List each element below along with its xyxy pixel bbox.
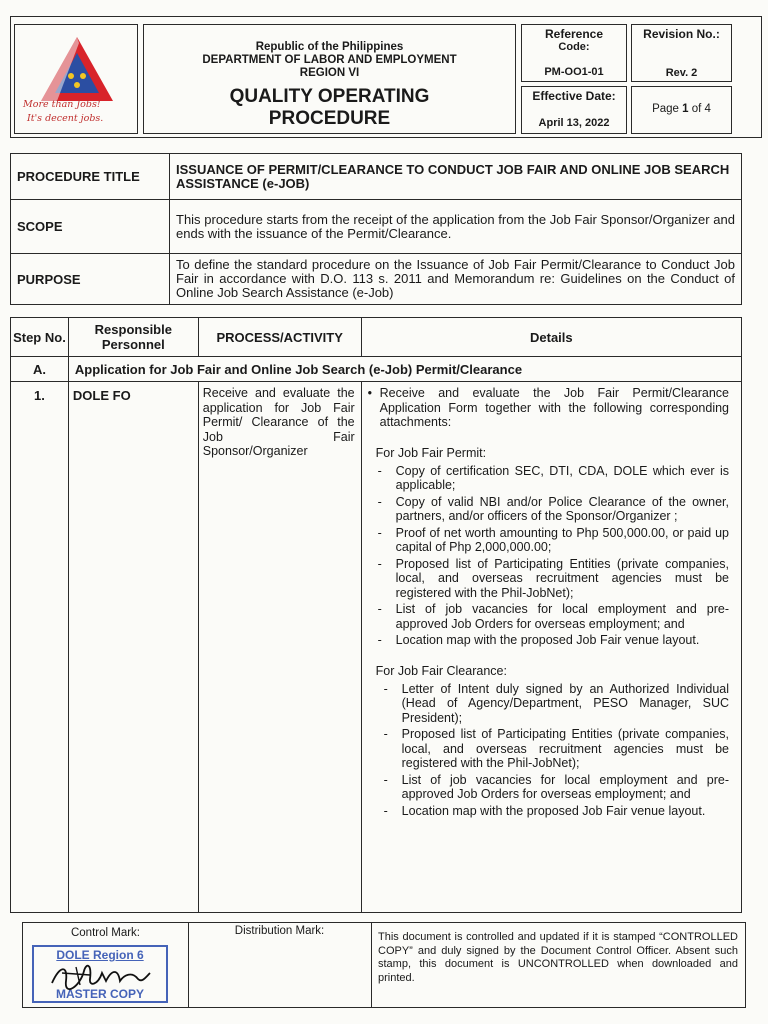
stamp-master-copy: MASTER COPY (55, 987, 144, 1001)
clearance-requirements-list (382, 682, 729, 819)
logo-box (14, 24, 138, 134)
list-item: - Copy of certification SEC, DTI, CDA, DOLE which ever is applicable; (376, 464, 729, 493)
region-line: REGION VI (299, 67, 360, 79)
logo-slogan-2: It's decent jobs. (27, 113, 104, 124)
purpose-value: To define the standard procedure on the Issuance of Job Fair Permit/Clearance to Conduct Job Fair in accordance with D.O. 113 s. 2011 and Memorandum re: Guidelines on the Conduct of Online Job Search Assistance (e-Job) (170, 254, 742, 305)
list-item: - Proposed list of Participating Entities (private companies, local, and overseas recruitment agencies must be registered with the Phil-JobNet); (382, 727, 729, 771)
master-copy-stamp (32, 945, 168, 1003)
procedure-steps-table (10, 317, 742, 913)
reference-value: PM-OO1-01 (544, 66, 604, 78)
reference-code-cell (521, 24, 627, 82)
list-item: - Letter of Intent duly signed by an Authorized Individual (Head of Agency/Department, PESO Manager, SUC President); (382, 682, 729, 726)
scope-value: This procedure starts from the receipt of the application from the Job Fair Sponsor/Organizer and ends with the issuance of the Permit/Clearance. (170, 200, 742, 254)
control-notice: This document is controlled and updated if it is stamped “CONTROLLED COPY” and duly signed by the Document Control Officer. Absent such stamp, this document is UNCONTROLLED when downloaded and printed. (378, 931, 738, 984)
list-item: - Proposed list of Participating Entities (private companies, local, and overseas recruitment agencies must be registered with the Phil-JobNet); (376, 557, 729, 601)
procedure-info-table (10, 153, 742, 305)
reference-label: Reference (544, 27, 604, 41)
logo-slogan-1: More than Jobs! (23, 99, 101, 110)
purpose-row (11, 254, 742, 305)
permit-heading: For Job Fair Permit: (375, 445, 487, 460)
revision-label: Revision No.: (643, 27, 720, 41)
republic-line: Republic of the Philippines (255, 41, 404, 53)
list-item: - Proof of net worth amounting to Php 500,000.00, or paid up capital of Php 2,000,000.00; (376, 526, 729, 555)
header-step-no: Step No. (11, 318, 69, 357)
effective-label: Effective Date: (532, 89, 616, 103)
header-personnel: Responsible Personnel (68, 318, 198, 357)
distribution-mark-cell (188, 923, 372, 1007)
procedure-title-row (11, 154, 742, 200)
agency-box (143, 24, 516, 134)
document-title-1: QUALITY OPERATING (229, 86, 430, 107)
distribution-mark-label: Distribution Mark: (234, 925, 325, 937)
list-item: - Location map with the proposed Job Fair venue layout. (382, 804, 729, 819)
effective-value: April 13, 2022 (538, 117, 610, 129)
procedure-title-value: ISSUANCE OF PERMIT/CLEARANCE TO CONDUCT JOB FAIR AND ONLINE JOB SEARCH ASSISTANCE (e-JOB) (170, 154, 742, 200)
list-item: - Copy of valid NBI and/or Police Clearance of the owner, partners, and/or officers of the Sponsor/Organizer ; (376, 495, 729, 524)
header-details: Details (361, 318, 741, 357)
page-number: 1 (682, 103, 689, 115)
list-item: - List of job vacancies for local employment and pre-approved Job Orders for overseas employment; and (382, 773, 729, 802)
reference-label-2: Code: (558, 41, 590, 53)
revision-cell (631, 24, 732, 82)
page-number-cell (631, 86, 732, 134)
step-row (11, 382, 742, 913)
control-mark-label: Control Mark: (70, 927, 141, 939)
clearance-heading: For Job Fair Clearance: (375, 663, 507, 678)
department-line: DEPARTMENT OF LABOR AND EMPLOYMENT (202, 54, 457, 66)
step-details (361, 382, 741, 913)
step-number: 1. (11, 382, 69, 913)
list-item: - List of job vacancies for local employment and pre-approved Job Orders for overseas employment; and (376, 602, 729, 631)
section-title: Application for Job Fair and Online Job Search (e-Job) Permit/Clearance (68, 357, 741, 382)
page-prefix: Page (652, 103, 683, 115)
document-title-2: PROCEDURE (268, 108, 391, 129)
procedure-title-label: PROCEDURE TITLE (11, 154, 170, 200)
section-letter: A. (11, 357, 69, 382)
revision-value: Rev. 2 (665, 67, 698, 79)
header-activity: PROCESS/ACTIVITY (198, 318, 361, 357)
permit-requirements-list (376, 464, 729, 648)
signature-icon (46, 959, 156, 993)
step-personnel: DOLE FO (68, 382, 198, 913)
step-activity: Receive and evaluate the application for Job Fair Permit/ Clearance of the Job Fair Sponsor/Organizer (198, 382, 361, 913)
details-intro: • Receive and evaluate the Job Fair Permit/Clearance Application Form together with the following corresponding attachments: (368, 386, 729, 430)
list-item: - Location map with the proposed Job Fair venue layout. (376, 633, 729, 648)
steps-header-row (11, 318, 742, 357)
page-suffix: of 4 (688, 103, 711, 115)
section-row (11, 357, 742, 382)
effective-date-cell (521, 86, 627, 134)
scope-label: SCOPE (11, 200, 170, 254)
scope-row (11, 200, 742, 254)
stamp-region: DOLE Region 6 (56, 948, 144, 962)
purpose-label: PURPOSE (11, 254, 170, 305)
